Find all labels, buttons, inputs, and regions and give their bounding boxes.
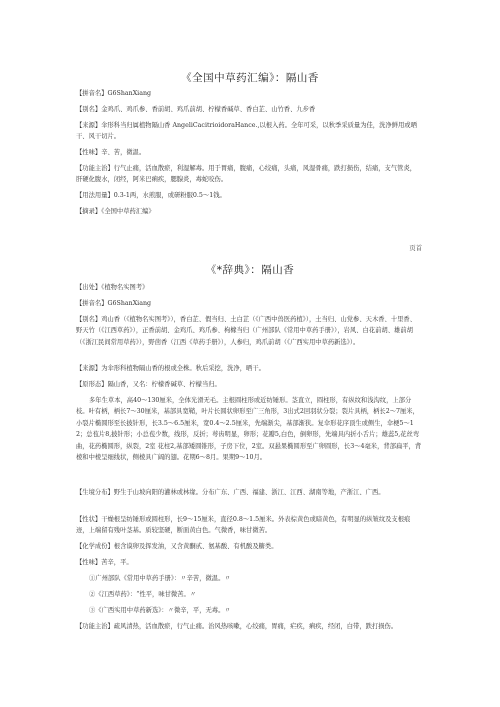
alias-entry: 【别名】金鸡爪、鸡爪参、香前胡、鸡爪前胡、柠檬香碱草、香白芷、山竹香、九步香 — [76, 106, 316, 113]
chemistry-entry: 【化学成份】根含谟卵及挥发油，又含黄酮甙、氨基酸、有机酸及糖类。 — [76, 543, 278, 550]
pinyin-entry: 【拼音名】G6ShanXiang — [76, 90, 152, 97]
form-description: 多年生草本，高40～130厘米，全体光滑无毛。主根圆柱形或近纺锤形。茎直立，圆柱形，有纵纹和浅沟纹，上部分枝。叶有柄，柄长7～30厘米，基部具宽鞘，叶片长圆状卵形至广三角形，3出式2回羽状分裂；裂片具柄，柄长2～7厘米，小裂片椭圆形至长披针形，长3.5～6.5厘米，宽0.4～2.5厘米，先端渐尖，基部渐狭。复伞形花序顶生或侧生，伞梗5～12；总苞片8,披针形；小总苞少数，线形，反折；萼齿明显，卵形；花瓣5,白色，倒卵形，先端具内折小舌片；雄蕊5,花丝弯曲，花药椭圆形，纵裂，2室 花柱2,基部矮圆锥形，子房下位，2室。双悬果椭圆形至广卵圆形，长3～4毫米，背部扁平，背棱和中棱呈细线状，侧棱具广阔的翅。花期6～8月。果期9～10月。 — [76, 397, 422, 462]
traits-entry: 【性状】干燥根呈纺锤形或圆柱形，长9～15厘米，直径0.8～1.5厘米。外表棕黄色或暗黄色，有明显的纵皱纹及支根痕迹，上端留有残叶茎基。质较坚硬，断面黄白色。气微香，味甘微苦。 — [76, 516, 411, 535]
dosage-entry: 【用法用量】0.3-1两，水煎服，或研粉服0.5～1钱。 — [76, 192, 226, 199]
source-entry-2: 【来源】为伞形科植物隔山香的根或全株。秋后采挖，洗净，晒干。 — [76, 365, 265, 372]
source-entry: 【来源】伞形科当归属植物隔山香 AngeliCacitrioidoraHance.,以根入药。全年可采，以秋季采质量为佳，洗净鲜用或晒干、风干切片。 — [76, 122, 417, 141]
form-heading: 【原形态】隔山香，又名：柠檬香碱草、柠檬当归。 — [76, 381, 221, 388]
effect-entry-2: 【功能主治】疏风清热，活血散瘀，行气止痛。治风热咳嗽，心绞痛，胃痛，疟疾，痢疾，经闭，白带，跌打损伤。 — [76, 623, 398, 630]
page-top-link[interactable]: 页首 — [409, 245, 422, 252]
excerpt-entry: 【摘录】《全国中草药汇编》 — [76, 208, 155, 215]
habitat-entry: 【生境分布】野生于山坡向阳的灌林或林缘。分布广东、广西、福建、浙江、江西、湖南等地，产浙江、广西。 — [76, 489, 385, 496]
effect-entry: 【功能主治】行气止痛，活血散瘀，利湿解毒。用于胃痛，腹痛，心绞痛，头痛，风湿骨痛，跌打损伤，结痛，支气管炎，肝硬化腹水，闭经，阿米巴痢疾，腮腺炎，毒蛇咬伤。 — [76, 165, 417, 184]
nature-item-1: ①广州部队《常用中草药手册》：〃辛苦，微温。〃 — [89, 575, 231, 582]
nature-item-2: ②《江西草药》：“性平，味甘微苦。〃 — [89, 591, 197, 598]
alias-entry-2: 【别名】鸡山香（《植物名实图考》），香白芷、假当归、土白芷（《广西中兽医药植》），土当归、山党参、天木香、十里香、野天竹（《江西草药》），正香前胡、金鸡爪、鸡爪参、枸橼当归（广州部队《常用中草药手册》），岩风、白花前胡、雄前胡（《浙江民间常用草药》），野茴香（江西《草药手册》），人参归，鸡爪前胡（《广西实用中草药新选》）。 — [76, 316, 417, 346]
origin-entry: 【出处】《植物名实图考》 — [76, 284, 149, 291]
nature-entry-2: 【性味】苦辛，平。 — [76, 559, 133, 566]
pinyin-entry-2: 【拼音名】G6ShanXiang — [76, 300, 152, 307]
section-title-quanguo: 《全国中草药汇编》：隔山香 — [181, 72, 319, 84]
nature-entry: 【性味】辛、苦，微温。 — [76, 149, 146, 156]
nature-item-3: ③《广西实用中草药新选》：〃微辛，平，无毒。〃 — [89, 607, 231, 614]
section-title-cidian: 《*辞典》：隔山香 — [205, 264, 295, 276]
